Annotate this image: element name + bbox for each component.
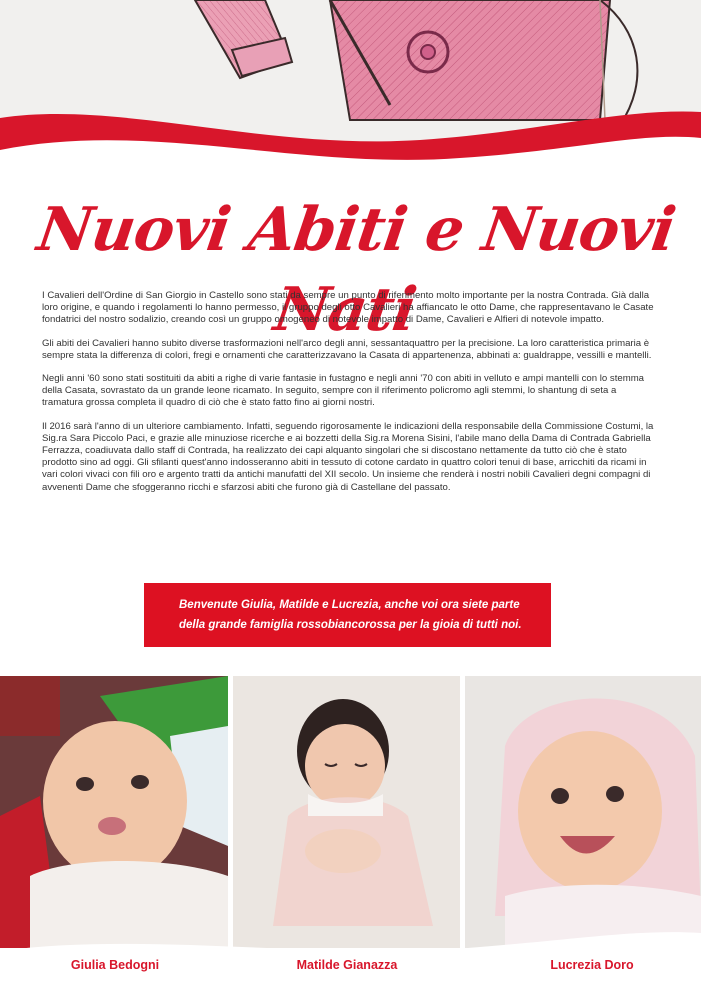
article-body bbox=[42, 290, 659, 505]
paragraph: I Cavalieri dell'Ordine di San Giorgio in Castello sono stati da sempre un punto di riferimento molto importante per la nostra Contrada. Già dalla loro origine, e quando i regolamenti lo hanno permesso, il gruppo degli otto Cavalieri ha affiancato le otto Dame, che rappresentavano le Casate fondatrici del nostro sodalizio, creando così un gruppo omogeneo di notevole impatto di Dame, Cavalieri e Alfieri di notevole impatto. bbox=[42, 290, 654, 326]
baby-photo-matilde bbox=[233, 676, 460, 948]
baby-name-1: Giulia Bedogni bbox=[70, 958, 160, 972]
baby-photo-lucrezia bbox=[465, 676, 701, 948]
header-illustration bbox=[0, 0, 701, 165]
costume-sketch-image bbox=[0, 0, 701, 165]
paragraph: Il 2016 sarà l'anno di un ulteriore cambiamento. Infatti, seguendo rigorosamente le indicazioni della responsabile della Commissione Costumi, la Sig.ra Sara Piccolo Paci, e grazie alle minuziose ricerche e ai bozzetti della Sig.ra Morena Sisini, l'abile mano della Dama di Contrada Gabriella Ferrazza, coadiuvata dallo staff di Contrada, ha realizzato dei capi alquanto singolari che si discostano nettamente da tutto ciò che è stato prodotto sino ad oggi. Gli sfilanti quest'anno indosseranno abiti in tessuto di cotone cardato in quattro colori tenui di base, arricchiti da ricami in vari colori vivaci con fili oro e argento tratti da antichi manufatti del XII secolo. Un insieme che renderà i nostri nobili Cavalieri degni compagni di avvenenti Dame che sfoggeranno ricchi e sfarzosi abiti che furono già di Castellane del passato. bbox=[42, 420, 654, 493]
baby-photos bbox=[0, 676, 701, 966]
welcome-banner bbox=[144, 583, 551, 647]
page-title: Nuovi Abiti e Nuovi Nati bbox=[33, 195, 680, 345]
baby-photo-giulia bbox=[0, 676, 228, 948]
welcome-line-1: Benvenute Giulia, Matilde e Lucrezia, anche voi ora siete parte bbox=[179, 599, 520, 611]
paragraph: Negli anni '60 sono stati sostituiti da abiti a righe di varie fantasie in fustagno e negli anni '70 con abiti in velluto e ampi mantelli con lo stemma della Casata, sovrastato da un grande leone ricamato. In seguito, sempre con il riferimento policromo agli stemmi, lo shantung di seta a tramatura grossa completa il quadro di ciò che è stato fatto fino ai giorni nostri. bbox=[42, 373, 645, 409]
baby-name-3: Lucrezia Doro bbox=[550, 958, 634, 972]
paragraph: Gli abiti dei Cavalieri hanno subito diverse trasformazioni nell'arco degli anni, sessantaquattro per la precisione. La loro caratteristica primaria è sempre stata la differenza di colori, fregi e ornamenti che caratterizzavano la Casata di appartenenza, abbinati a: gualdrappe, vessilli e mantelli. bbox=[42, 337, 652, 361]
baby-name-2: Matilde Gianazza bbox=[296, 958, 398, 972]
welcome-line-2: della grande famiglia rossobiancorossa per la gioia di tutti noi. bbox=[179, 619, 522, 631]
